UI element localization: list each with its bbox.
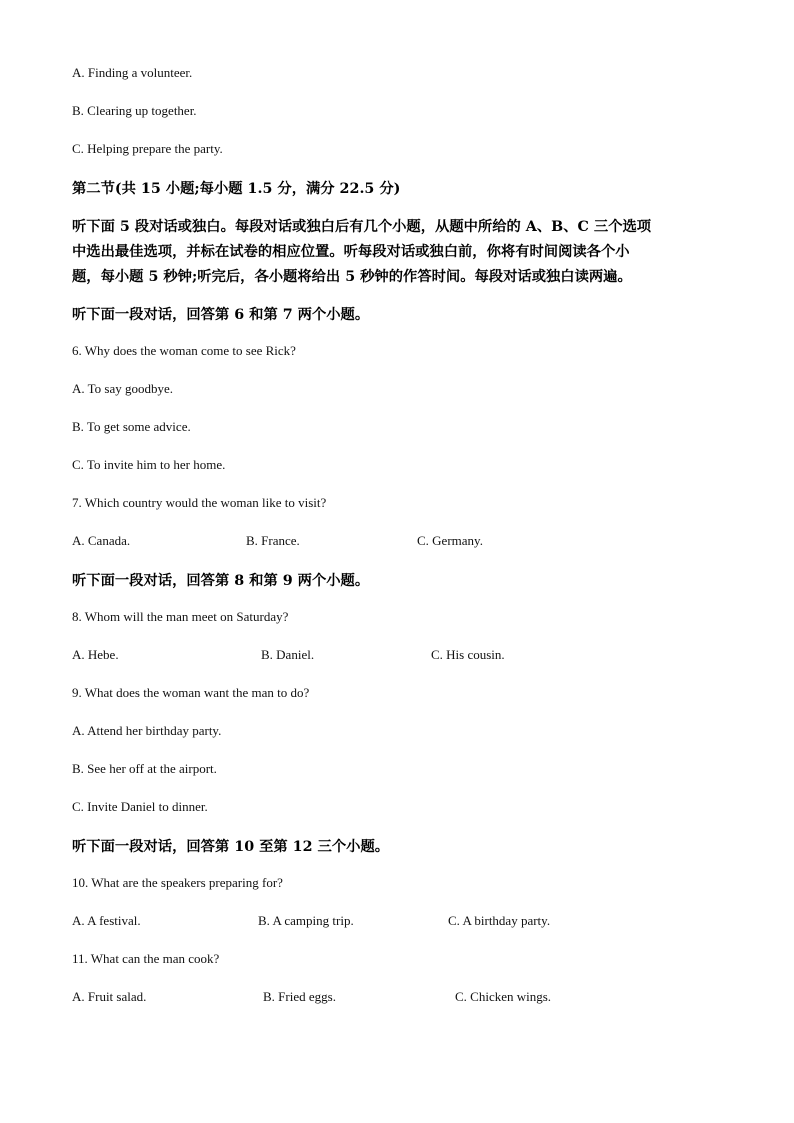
question-9-option-b: B. See her off at the airport.	[72, 761, 217, 776]
dialogue-3-instruction: 听下面一段对话，回答第 10 至第 12 三个小题。	[72, 839, 390, 855]
question-8: 8. Whom will the man meet on Saturday?	[72, 609, 289, 624]
question-6-option-c: C. To invite him to her home.	[72, 457, 226, 472]
section-instructions-line-3: 题，每小题 5 秒钟;听完后，各小题将给出 5 秒钟的作答时间。每段对话或独白读两遍。	[72, 269, 632, 285]
q5-option-a: A. Finding a volunteer.	[72, 65, 193, 80]
question-7: 7. Which country would the woman like to visit?	[72, 495, 327, 510]
question-7-option-a: A. Canada.	[72, 533, 131, 548]
question-8-option-c: C. His cousin.	[431, 647, 505, 662]
question-11-option-c: C. Chicken wings.	[455, 989, 552, 1004]
dialogue-2-instruction: 听下面一段对话，回答第 8 和第 9 两个小题。	[72, 573, 370, 589]
question-6: 6. Why does the woman come to see Rick?	[72, 343, 296, 358]
question-10-option-b: B. A camping trip.	[258, 913, 354, 928]
question-8-option-a: A. Hebe.	[72, 647, 119, 662]
section-header: 第二节(共 15 小题;每小题 1.5 分，满分 22.5 分)	[72, 181, 401, 197]
question-10-option-a: A. A festival.	[72, 913, 141, 928]
dialogue-1-instruction: 听下面一段对话，回答第 6 和第 7 两个小题。	[72, 307, 370, 323]
question-11-option-b: B. Fried eggs.	[263, 989, 336, 1004]
section-instructions-line-1: 听下面 5 段对话或独白。每段对话或独白后有几个小题，从题中所给的 A、B、C 三个选项	[72, 219, 652, 235]
question-9: 9. What does the woman want the man to do?	[72, 685, 310, 700]
question-7-option-c: C. Germany.	[417, 533, 483, 548]
question-10: 10. What are the speakers preparing for?	[72, 875, 283, 890]
question-11-option-a: A. Fruit salad.	[72, 989, 147, 1004]
question-6-option-b: B. To get some advice.	[72, 419, 191, 434]
section-instructions-line-2: 中选出最佳选项，并标在试卷的相应位置。听每段对话或独白前，你将有时间阅读各个小	[72, 244, 630, 260]
question-11: 11. What can the man cook?	[72, 951, 220, 966]
question-7-option-b: B. France.	[246, 533, 300, 548]
question-9-option-c: C. Invite Daniel to dinner.	[72, 799, 208, 814]
question-8-option-b: B. Daniel.	[261, 647, 315, 662]
q5-option-c: C. Helping prepare the party.	[72, 141, 223, 156]
question-9-option-a: A. Attend her birthday party.	[72, 723, 222, 738]
question-10-option-c: C. A birthday party.	[448, 913, 551, 928]
q5-option-b: B. Clearing up together.	[72, 103, 197, 118]
question-6-option-a: A. To say goodbye.	[72, 381, 174, 396]
